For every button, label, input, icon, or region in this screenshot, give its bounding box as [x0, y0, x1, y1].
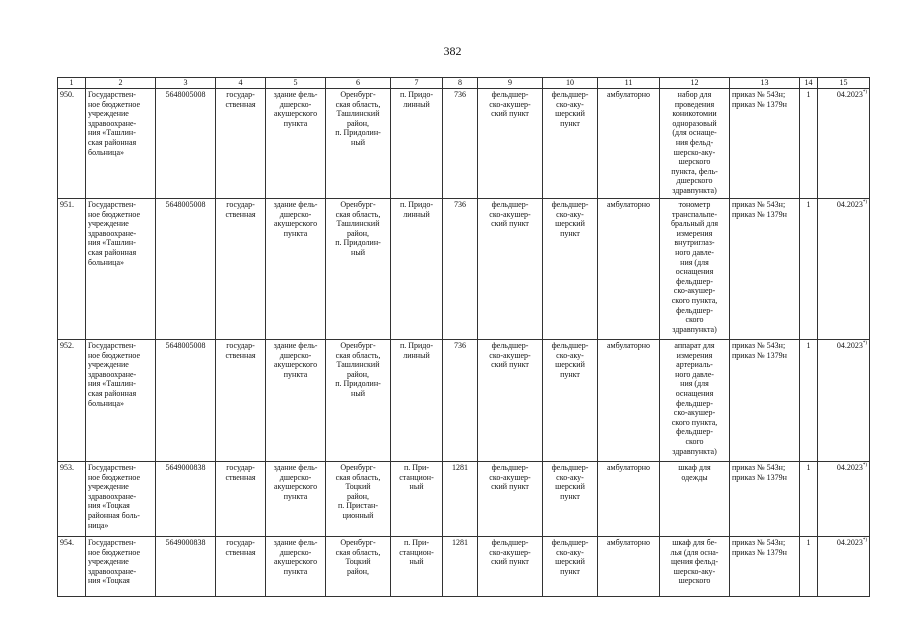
column-header: 13: [730, 78, 800, 89]
register-table: [57, 77, 870, 597]
code-cell: 5648005008: [156, 340, 216, 462]
date-cell: [818, 537, 870, 597]
code2-cell: 736: [443, 340, 478, 462]
row-number-cell: 951.: [58, 199, 86, 340]
row-number-cell: 950.: [58, 89, 86, 199]
column-header: 9: [478, 78, 543, 89]
row-number-cell: 954.: [58, 537, 86, 597]
equipment-cell: шкаф для бе- лья (для осна- щения фельд- шерско-аку- шерского: [660, 537, 730, 597]
building-cell: здание фель- дшерско- акушерского пункта: [266, 89, 326, 199]
organization-cell: Государствен- ное бюджетное учреждение здравоохране- ния «Тоцкая районная боль- ница»: [86, 462, 156, 537]
column-header: 2: [86, 78, 156, 89]
row-number-cell: 952.: [58, 340, 86, 462]
care-type-cell: амбулаторно: [598, 199, 660, 340]
column-header: 10: [543, 78, 598, 89]
date-cell: [818, 462, 870, 537]
footnote-mark: *): [862, 463, 867, 468]
order-cell: приказ № 543н; приказ № 1379н: [730, 537, 800, 597]
footnote-mark: *): [862, 90, 867, 95]
locality-cell: п. Придо- линный: [391, 199, 443, 340]
ownership-cell: государ- ственная: [216, 537, 266, 597]
address-cell: Оренбург- ская область, Ташлинский район, п. Придолин- ный: [326, 340, 391, 462]
code-cell: 5648005008: [156, 89, 216, 199]
quantity-cell: 1: [800, 89, 818, 199]
column-header: 4: [216, 78, 266, 89]
column-header: 14: [800, 78, 818, 89]
unit-cell: фельдшер- ско-акушер- ский пункт: [478, 340, 543, 462]
unit-cell: фельдшер- ско-акушер- ский пункт: [478, 462, 543, 537]
column-header: 15: [818, 78, 870, 89]
date-value: 04.2023: [836, 90, 863, 99]
ownership-cell: государ- ственная: [216, 340, 266, 462]
locality-cell: п. Придо- линный: [391, 340, 443, 462]
code-cell: 5649000838: [156, 462, 216, 537]
table-row: [58, 340, 870, 462]
ownership-cell: государ- ственная: [216, 199, 266, 340]
page-number: 382: [443, 44, 462, 58]
order-cell: приказ № 543н; приказ № 1379н: [730, 340, 800, 462]
code-cell: 5648005008: [156, 199, 216, 340]
column-header: 1: [58, 78, 86, 89]
organization-cell: Государствен- ное бюджетное учреждение здравоохране- ния «Тоцкая: [86, 537, 156, 597]
unit2-cell: фельдшер- ско-аку- шерский пункт: [543, 340, 598, 462]
building-cell: здание фель- дшерско- акушерского пункта: [266, 537, 326, 597]
unit2-cell: фельдшер- ско-аку- шерский пункт: [543, 537, 598, 597]
code2-cell: 1281: [443, 537, 478, 597]
column-header: 11: [598, 78, 660, 89]
address-cell: Оренбург- ская область, Тоцкий район,: [326, 537, 391, 597]
footnote-mark: *): [862, 538, 867, 543]
address-cell: Оренбург- ская область, Ташлинский район, п. Придолин- ный: [326, 89, 391, 199]
unit2-cell: фельдшер- ско-аку- шерский пункт: [543, 462, 598, 537]
quantity-cell: 1: [800, 462, 818, 537]
quantity-cell: 1: [800, 340, 818, 462]
equipment-cell: набор для проведения коникотомии одноразовый (для оснаще- ния фельд- шерско-аку- шерского пункта, фель- дшерского здравпункта): [660, 89, 730, 199]
table-row: [58, 199, 870, 340]
building-cell: здание фель- дшерско- акушерского пункта: [266, 462, 326, 537]
footnote-mark: *): [862, 200, 867, 205]
order-cell: приказ № 543н; приказ № 1379н: [730, 89, 800, 199]
table-row: [58, 537, 870, 597]
row-number-cell: 953.: [58, 462, 86, 537]
unit-cell: фельдшер- ско-акушер- ский пункт: [478, 199, 543, 340]
date-value: 04.2023: [836, 463, 863, 472]
code2-cell: 736: [443, 199, 478, 340]
order-cell: приказ № 543н; приказ № 1379н: [730, 462, 800, 537]
building-cell: здание фель- дшерско- акушерского пункта: [266, 199, 326, 340]
unit-cell: фельдшер- ско-акушер- ский пункт: [478, 537, 543, 597]
organization-cell: Государствен- ное бюджетное учреждение здравоохране- ния «Ташлин- ская районная больница»: [86, 340, 156, 462]
ownership-cell: государ- ственная: [216, 89, 266, 199]
column-header: 3: [156, 78, 216, 89]
equipment-cell: аппарат для измерения артериаль- ного давле- ния (для оснащения фельдшер- ско-акушер- ского пункта, фельдшер- ского здравпункта): [660, 340, 730, 462]
address-cell: Оренбург- ская область, Тоцкий район, п. Пристан- ционный: [326, 462, 391, 537]
unit2-cell: фельдшер- ско-аку- шерский пункт: [543, 89, 598, 199]
organization-cell: Государствен- ное бюджетное учреждение здравоохране- ния «Ташлин- ская районная больница»: [86, 89, 156, 199]
table-row: [58, 462, 870, 537]
date-cell: [818, 340, 870, 462]
address-cell: Оренбург- ская область, Ташлинский район, п. Придолин- ный: [326, 199, 391, 340]
quantity-cell: 1: [800, 199, 818, 340]
column-header: 8: [443, 78, 478, 89]
unit-cell: фельдшер- ско-акушер- ский пункт: [478, 89, 543, 199]
column-header: 5: [266, 78, 326, 89]
equipment-cell: тонометр транспальпе- бральный для измерения внутриглаз- ного давле- ния (для оснащения фельдшер- ско-акушер- ского пункта, фельдшер- ского здравпункта): [660, 199, 730, 340]
locality-cell: п. Придо- линный: [391, 89, 443, 199]
care-type-cell: амбулаторно: [598, 462, 660, 537]
code-cell: 5649000838: [156, 537, 216, 597]
code2-cell: 1281: [443, 462, 478, 537]
ownership-cell: государ- ственная: [216, 462, 266, 537]
footnote-mark: *): [862, 341, 867, 346]
column-header: 6: [326, 78, 391, 89]
care-type-cell: амбулаторно: [598, 340, 660, 462]
date-value: 04.2023: [836, 538, 863, 547]
column-header: 7: [391, 78, 443, 89]
organization-cell: Государствен- ное бюджетное учреждение здравоохране- ния «Ташлин- ская районная больница»: [86, 199, 156, 340]
date-cell: [818, 199, 870, 340]
care-type-cell: амбулаторно: [598, 537, 660, 597]
date-value: 04.2023: [836, 200, 863, 209]
locality-cell: п. При- станцион- ный: [391, 462, 443, 537]
column-number-row: [58, 78, 870, 89]
date-value: 04.2023: [836, 341, 863, 350]
care-type-cell: амбулаторно: [598, 89, 660, 199]
order-cell: приказ № 543н; приказ № 1379н: [730, 199, 800, 340]
unit2-cell: фельдшер- ско-аку- шерский пункт: [543, 199, 598, 340]
date-cell: [818, 89, 870, 199]
code2-cell: 736: [443, 89, 478, 199]
quantity-cell: 1: [800, 537, 818, 597]
locality-cell: п. При- станцион- ный: [391, 537, 443, 597]
building-cell: здание фель- дшерско- акушерского пункта: [266, 340, 326, 462]
column-header: 12: [660, 78, 730, 89]
table-row: [58, 89, 870, 199]
equipment-cell: шкаф для одежды: [660, 462, 730, 537]
